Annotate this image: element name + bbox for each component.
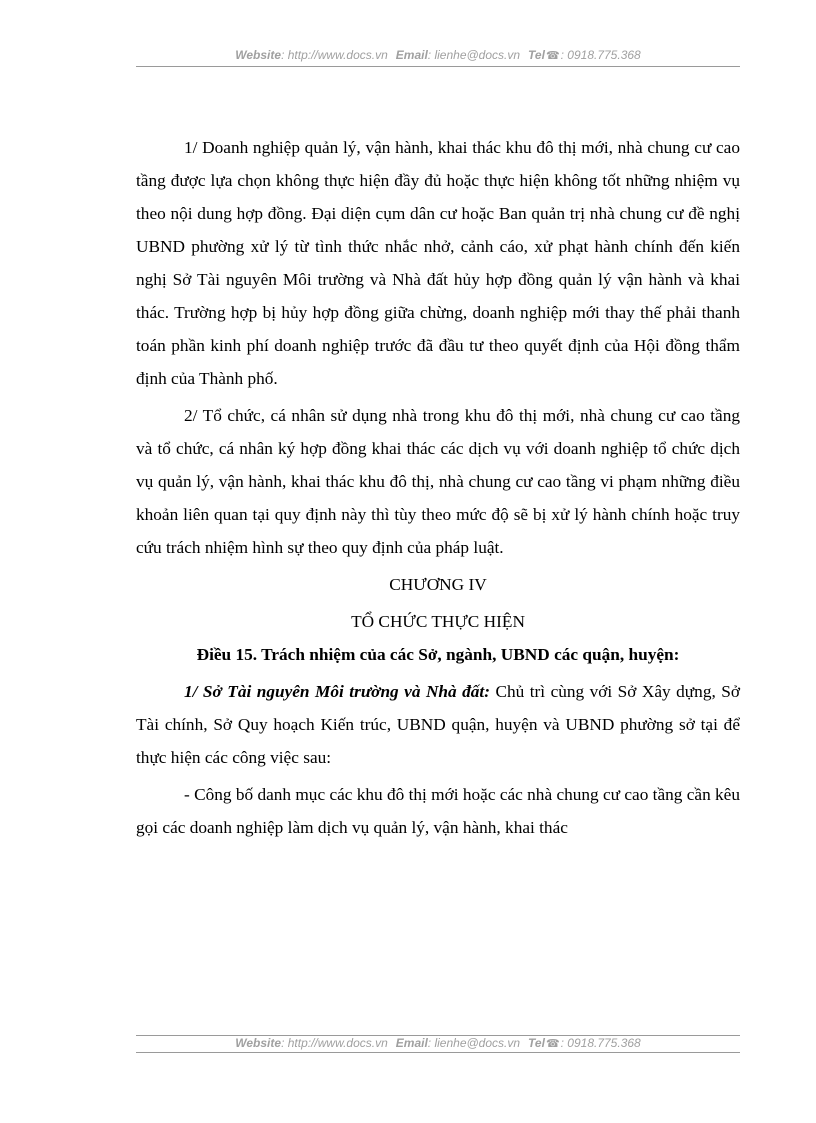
footer-email-label: Email xyxy=(395,1036,428,1050)
document-body xyxy=(136,131,740,844)
phone-icon: ☎ xyxy=(545,50,560,62)
chapter-heading: CHƯƠNG IV xyxy=(389,575,487,594)
sub-item-1 xyxy=(136,675,740,774)
footer-tel-label: Tel xyxy=(528,1036,545,1050)
header-email-label: Email xyxy=(395,48,428,62)
sub-item-1-text: Chủ trì cùng với Sở Xây dựng, Sở Tài chính, Sở Quy hoạch Kiến trúc, UBND quận, huyện và UBND phường sở tại để thực hiện các công việc sau: xyxy=(136,682,740,767)
footer-website-label: Website xyxy=(235,1036,282,1050)
header-website-value: : http://www.docs.vn xyxy=(281,48,388,62)
footer-bottom-rule xyxy=(136,1052,740,1053)
header-tel-value: : 0918.775.368 xyxy=(560,48,641,62)
header-email-value: : lienhe@docs.vn xyxy=(427,48,521,62)
sub-item-1-lead: 1/ Sở Tài nguyên Môi trường và Nhà đất: xyxy=(184,682,490,701)
paragraph-1: 1/ Doanh nghiệp quản lý, vận hành, khai thác khu đô thị mới, nhà chung cư cao tầng được lựa chọn không thực hiện đầy đủ hoặc thực hiện không tốt những nhiệm vụ theo nội dung hợp đồng. Đại diện cụm dân cư hoặc Ban quản trị nhà chung cư đề nghị UBND phường xử lý từ tình thức nhắc nhở, cảnh cáo, xử phạt hành chính đến kiến nghị Sở Tài nguyên Môi trường và Nhà đất hủy hợp đồng quản lý vận hành và khai thác. Trường hợp bị hủy hợp đồng giữa chừng, doanh nghiệp mới thay thế phải thanh toán phần kinh phí doanh nghiệp trước đã đầu tư theo quyết định của Hội đồng thẩm định của Thành phố. xyxy=(136,138,740,388)
footer-website-value: : http://www.docs.vn xyxy=(281,1036,388,1050)
phone-icon: ☎ xyxy=(545,1038,560,1050)
header-tel-label: Tel xyxy=(528,48,545,62)
bullet-1: - Công bố danh mục các khu đô thị mới hoặc các nhà chung cư cao tầng cần kêu gọi các doanh nghiệp làm dịch vụ quản lý, vận hành, khai thác xyxy=(136,785,740,837)
chapter-title: TỔ CHỨC THỰC HIỆN xyxy=(351,612,525,631)
page-footer xyxy=(136,1036,740,1051)
paragraph-2: 2/ Tổ chức, cá nhân sử dụng nhà trong khu đô thị mới, nhà chung cư cao tầng và tổ chức, cá nhân ký hợp đồng khai thác các dịch vụ với doanh nghiệp tổ chức dịch vụ quản lý, vận hành, khai thác khu đô thị, nhà chung cư cao tầng vi phạm những điều khoản liên quan tại quy định này thì tùy theo mức độ sẽ bị xử lý hành chính hoặc truy cứu trách nhiệm hình sự theo quy định của pháp luật. xyxy=(136,406,740,557)
page-header xyxy=(136,48,740,63)
header-website-label: Website xyxy=(235,48,282,62)
header-rule xyxy=(136,66,740,67)
article-heading: Điều 15. Trách nhiệm của các Sở, ngành, UBND các quận, huyện: xyxy=(196,645,680,664)
footer-tel-value: : 0918.775.368 xyxy=(560,1036,641,1050)
footer-email-value: : lienhe@docs.vn xyxy=(427,1036,521,1050)
